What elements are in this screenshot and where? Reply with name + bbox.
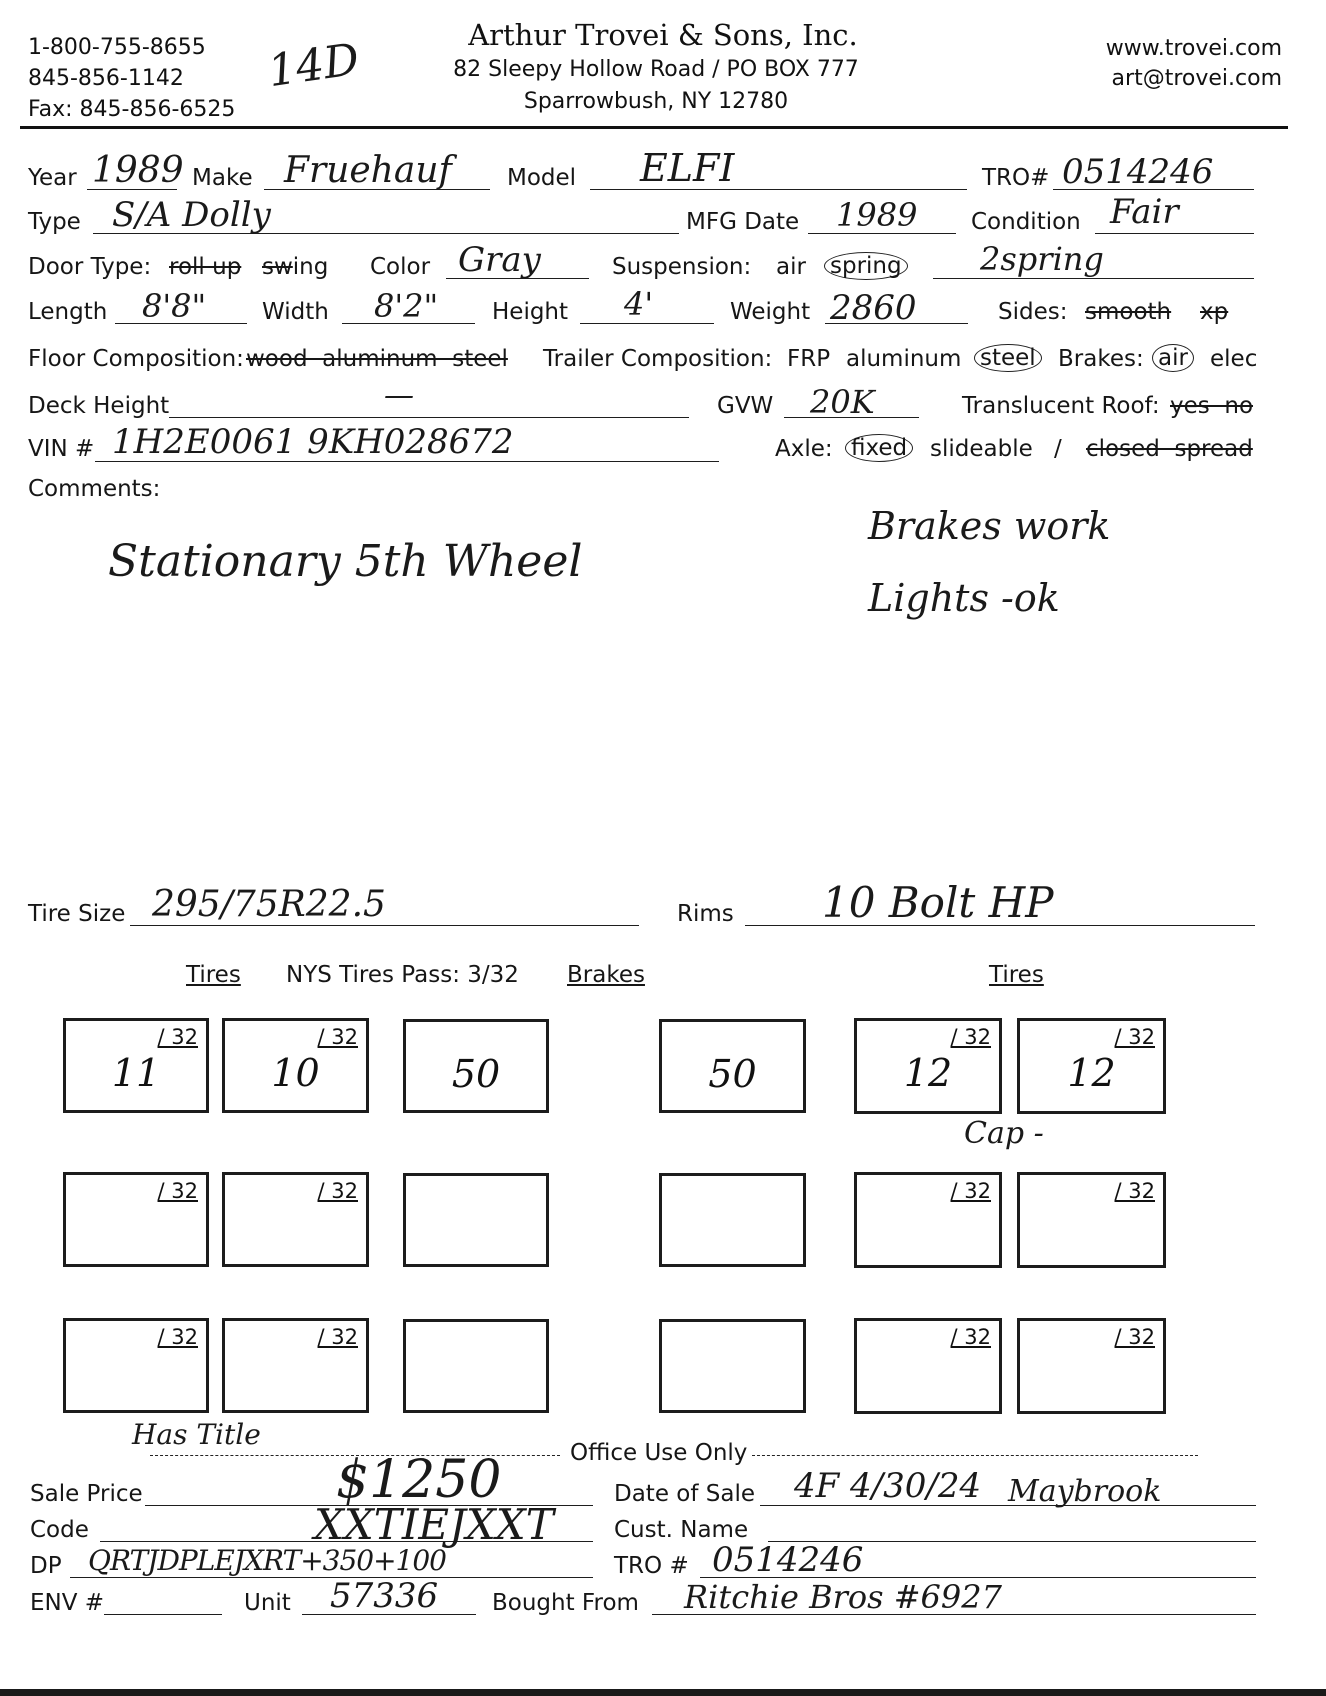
- type-value: S/A Dolly: [112, 195, 271, 235]
- vin-label: VIN #: [28, 436, 95, 462]
- tire-box-right-outer-1: [1017, 1018, 1166, 1114]
- unit-value: 57336: [330, 1576, 439, 1616]
- tire-box-left-inner-2: [222, 1172, 369, 1267]
- bought-from-label: Bought From: [492, 1590, 639, 1616]
- width-value: 8'2": [374, 287, 439, 325]
- tire-box-left-outer-1: [63, 1018, 209, 1113]
- sides-label: Sides:: [998, 299, 1068, 325]
- cap-note: Cap -: [964, 1116, 1044, 1151]
- handwritten-code: 14D: [264, 33, 363, 98]
- tire-tread-value: 11: [111, 1051, 161, 1095]
- sale-price-value: $1250: [336, 1450, 502, 1510]
- width-label: Width: [262, 299, 329, 325]
- date-of-sale-label: Date of Sale: [614, 1481, 755, 1507]
- per32-label: / 32: [317, 1179, 358, 1203]
- model-value: ELFI: [640, 146, 735, 190]
- per32-label: / 32: [157, 1025, 198, 1049]
- tires-left-heading: Tires: [186, 962, 241, 988]
- brake-box-right-3: [659, 1319, 806, 1413]
- brakes-column-heading: Brakes: [567, 962, 645, 988]
- tire-box-left-inner-1: [222, 1018, 369, 1113]
- email: art@trovei.com: [1111, 66, 1282, 91]
- sale-price-label: Sale Price: [30, 1481, 143, 1507]
- rims-value: 10 Bolt HP: [822, 878, 1054, 927]
- fax-number: Fax: 845-856-6525: [28, 97, 236, 122]
- tire-box-right-inner-3: [854, 1318, 1002, 1414]
- phone-primary: 1-800-755-8655: [28, 35, 206, 60]
- rims-label: Rims: [677, 901, 734, 927]
- per32-label: / 32: [317, 1325, 358, 1349]
- make-value: Fruehauf: [284, 150, 452, 191]
- gvw-value: 20K: [810, 383, 875, 421]
- dp-value: QRTJDPLEJXRT+350+100: [88, 1544, 446, 1577]
- per32-label: / 32: [157, 1179, 198, 1203]
- door-option-swing: swing: [262, 254, 329, 280]
- code-label: Code: [30, 1517, 89, 1543]
- address-line-2: Sparrowbush, NY 12780: [523, 89, 789, 114]
- suspension-option-spring: spring: [824, 252, 908, 280]
- tire-box-right-inner-2: [854, 1172, 1002, 1268]
- suspension-label: Suspension:: [612, 254, 752, 280]
- gvw-label: GVW: [717, 393, 774, 419]
- website: www.trovei.com: [1105, 36, 1282, 61]
- tro-office-label: TRO #: [614, 1553, 689, 1579]
- per32-label: / 32: [950, 1025, 991, 1049]
- per32-label: / 32: [950, 1179, 991, 1203]
- office-divider-right: [752, 1455, 1198, 1456]
- comment-lights-ok: Lights -ok: [868, 576, 1060, 620]
- nys-tires-pass: NYS Tires Pass: 3/32: [286, 962, 519, 988]
- cust-name-label: Cust. Name: [614, 1517, 749, 1543]
- tire-box-left-outer-3: [63, 1318, 209, 1413]
- tire-box-left-inner-3: [222, 1318, 369, 1413]
- axle-option-slideable: slideable: [930, 436, 1033, 462]
- phone-secondary: 845-856-1142: [28, 66, 184, 91]
- vin-value: 1H2E0061 9KH028672: [112, 422, 514, 462]
- tire-tread-value: 10: [271, 1051, 320, 1095]
- translucent-roof-options: yes no: [1170, 393, 1254, 419]
- unit-label: Unit: [244, 1590, 291, 1616]
- deck-height-label: Deck Height: [28, 393, 170, 419]
- company-name: Arthur Trovei & Sons, Inc.: [468, 18, 858, 52]
- tire-box-right-outer-3: [1017, 1318, 1166, 1414]
- sides-option-xp: xp: [1200, 299, 1229, 325]
- length-label: Length: [28, 299, 108, 325]
- brakes-label: Brakes:: [1058, 346, 1144, 372]
- bought-from-value: Ritchie Bros #6927: [684, 1578, 1002, 1616]
- make-label: Make: [192, 165, 253, 191]
- brake-box-right-1: [659, 1019, 806, 1113]
- year-value: 1989: [92, 150, 184, 191]
- weight-value: 2860: [830, 288, 917, 328]
- mfg-date-label: MFG Date: [686, 209, 800, 235]
- tire-size-value: 295/75R22.5: [152, 884, 386, 925]
- per32-label: / 32: [1114, 1325, 1155, 1349]
- dp-label: DP: [30, 1553, 62, 1579]
- scan-bottom-edge: [0, 1689, 1326, 1696]
- tire-box-right-outer-2: [1017, 1172, 1166, 1268]
- suspension-note: 2spring: [980, 240, 1104, 278]
- brake-value: 50: [451, 1052, 501, 1096]
- per32-label: / 32: [317, 1025, 358, 1049]
- brake-box-left-3: [403, 1319, 549, 1413]
- color-value: Gray: [458, 240, 541, 280]
- tro-value: 0514246: [1062, 152, 1214, 192]
- year-label: Year: [28, 165, 77, 191]
- weight-label: Weight: [730, 299, 811, 325]
- brakes-option-air: air: [1152, 344, 1194, 372]
- comment-brakes-work: Brakes work: [868, 504, 1111, 548]
- tro-label: TRO#: [982, 165, 1050, 191]
- length-value: 8'8": [142, 287, 207, 325]
- address-line-1: 82 Sleepy Hollow Road / PO BOX 777: [453, 57, 859, 82]
- date-of-sale-value: 4F 4/30/24: [794, 1466, 982, 1506]
- date-of-sale-note: Maybrook: [1008, 1474, 1162, 1509]
- door-option-rollup: roll up: [169, 254, 242, 280]
- brake-box-left-2: [403, 1173, 549, 1267]
- sides-option-smooth: smooth: [1085, 299, 1172, 325]
- color-label: Color: [370, 254, 431, 280]
- axle-slash: /: [1054, 436, 1062, 462]
- axle-option-fixed: fixed: [845, 434, 913, 462]
- condition-value: Fair: [1110, 192, 1179, 232]
- brake-box-right-2: [659, 1173, 806, 1267]
- comments-label: Comments:: [28, 476, 161, 502]
- trailer-composition-label: Trailer Composition:: [543, 346, 773, 372]
- brake-value: 50: [708, 1052, 757, 1096]
- door-type-label: Door Type:: [28, 254, 152, 280]
- tire-box-right-inner-1: [854, 1018, 1002, 1114]
- per32-label: / 32: [950, 1325, 991, 1349]
- env-label: ENV #: [30, 1590, 105, 1616]
- per32-label: / 32: [157, 1325, 198, 1349]
- office-use-only-label: Office Use Only: [570, 1440, 748, 1466]
- floor-composition-options: wood aluminum steel: [246, 346, 508, 372]
- condition-label: Condition: [971, 209, 1081, 235]
- height-value: 4': [624, 285, 654, 323]
- height-label: Height: [492, 299, 569, 325]
- brake-box-left-1: [403, 1019, 549, 1113]
- axle-label: Axle:: [775, 436, 833, 462]
- tire-box-left-outer-2: [63, 1172, 209, 1267]
- suspension-option-air: air: [776, 254, 806, 280]
- trailer-composition-frp: FRP: [787, 346, 831, 372]
- model-label: Model: [507, 165, 577, 191]
- tires-right-heading: Tires: [989, 962, 1044, 988]
- type-label: Type: [28, 209, 81, 235]
- trailer-composition-aluminum: aluminum: [846, 346, 962, 372]
- tire-tread-value: 12: [1067, 1051, 1116, 1095]
- per32-label: / 32: [1114, 1025, 1155, 1049]
- per32-label: / 32: [1114, 1179, 1155, 1203]
- translucent-roof-label: Translucent Roof:: [962, 393, 1160, 419]
- deck-height-value: —: [384, 378, 414, 413]
- mfg-date-value: 1989: [836, 196, 918, 234]
- tro-office-value: 0514246: [712, 1540, 864, 1580]
- header-divider: [20, 126, 1288, 129]
- brakes-option-elec: elec: [1210, 346, 1258, 372]
- comment-stationary-fifth-wheel: Stationary 5th Wheel: [108, 536, 583, 587]
- tire-size-label: Tire Size: [28, 901, 126, 927]
- has-title-note: Has Title: [132, 1418, 261, 1451]
- trailer-composition-steel: steel: [974, 344, 1042, 372]
- axle-option-closed-spread: closed spread: [1086, 436, 1253, 462]
- floor-composition-label: Floor Composition:: [28, 346, 244, 372]
- code-value: XXTIEJXXT: [314, 1500, 554, 1549]
- tire-tread-value: 12: [903, 1051, 953, 1095]
